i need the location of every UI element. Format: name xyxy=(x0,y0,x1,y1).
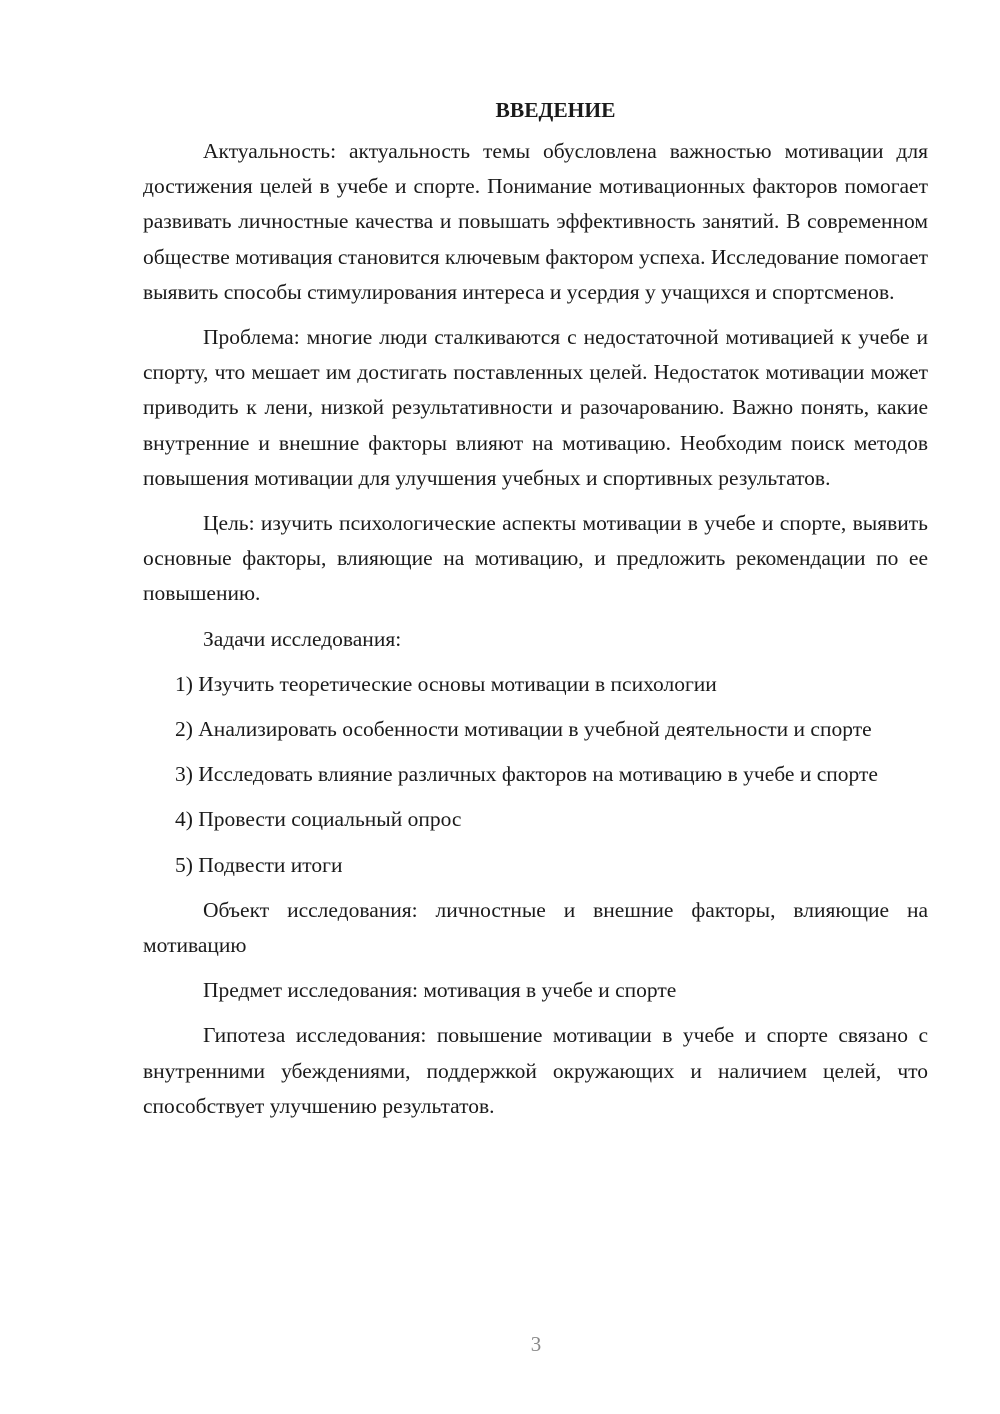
object-paragraph: Объект исследования: личностные и внешние факторы, влияющие на мотивацию xyxy=(143,897,928,958)
relevance-paragraph: Актуальность: актуальность темы обусловлена важностью мотивации для достижения целей в учебе и спорте. Понимание мотивационных факторов помогает развивать личностные качества и повышать эффективность занятий. В современном обществе мотивация становится ключевым фактором успеха. Исследование помогает выявить способы стимулирования интереса и усердия у учащихся и спортсменов. xyxy=(143,139,928,304)
task-item-4: 4) Провести социальный опрос xyxy=(175,807,462,832)
task-item-1: 1) Изучить теоретические основы мотивации в психологии xyxy=(175,671,717,696)
task-item-2: 2) Анализировать особенности мотивации в учебной деятельности и спорте xyxy=(175,717,872,742)
tasks-heading: Задачи исследования: xyxy=(203,626,402,651)
subject-paragraph: Предмет исследования: мотивация в учебе и спорте xyxy=(203,978,677,1003)
task-item-5: 5) Подвести итоги xyxy=(175,852,343,877)
task-item-3: 3) Исследовать влияние различных факторов на мотивацию в учебе и спорте xyxy=(175,762,878,787)
hypothesis-paragraph: Гипотеза исследования: повышение мотивации в учебе и спорте связано с внутренними убеждениями, поддержкой окружающих и наличием целей, что способствует улучшению результатов. xyxy=(143,1023,928,1118)
problem-paragraph: Проблема: многие люди сталкиваются с недостаточной мотивацией к учебе и спорту, что мешает им достигать поставленных целей. Недостаток мотивации может приводить к лени, низкой результативности и разочарованию. Важно понять, какие внутренние и внешние факторы влияют на мотивацию. Необходим поиск методов повышения мотивации для улучшения учебных и спортивных результатов. xyxy=(143,325,928,490)
document-page xyxy=(143,92,928,1124)
goal-paragraph: Цель: изучить психологические аспекты мотивации в учебе и спорте, выявить основные факторы, влияющие на мотивацию, и предложить рекомендации по ее повышению. xyxy=(143,511,928,606)
section-title: ВВЕДЕНИЕ xyxy=(495,98,616,122)
page-number: 3 xyxy=(530,1332,542,1356)
